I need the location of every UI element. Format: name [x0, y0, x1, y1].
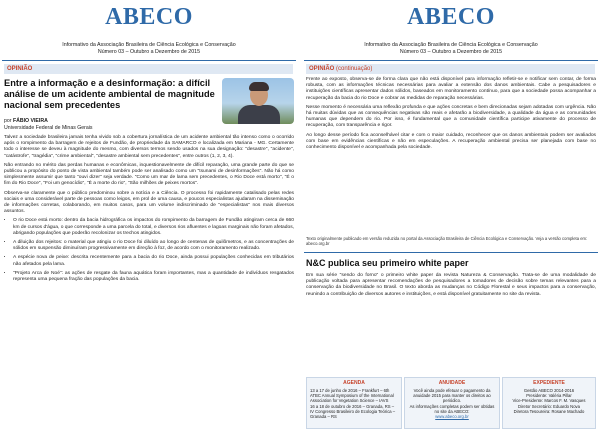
expediente-line: Presidente: Valéria Pillar: [526, 393, 572, 399]
expediente-line: Diretor Secretário: Eduardo Nova: [518, 403, 580, 409]
photo-hair: [249, 82, 269, 91]
agenda-title: AGENDA: [343, 380, 365, 386]
bullet-item: • A espécie nova de peixe: descrita recentemente para a bacia do rio Doce, ainda possui populações conhecidas em tributários não afetados pela lama.: [13, 255, 294, 267]
abeco-logo: [0, 4, 298, 31]
author-affiliation: Universidade Federal de Minas Gerais: [4, 125, 93, 131]
anuidade-title: ANUIDADE: [438, 380, 466, 386]
agenda-item: 13 a 17 de junho de 2016 – Frankfurt – 6th ATBC Annual Symposium of the International Association for Vegetation Science – IAVS: [310, 388, 394, 404]
expediente-line: Gestão ABECO 2014-2016: [523, 388, 575, 393]
paragraph: Ao longo desse período fica aconselhável citar e com o maior cuidado, reconhecer que os danos ambientais podem ser avaliados com base em evidências científicas e não em especulações. A recuperação ambiental precisa ser planejada com base no conhecimento disponível e acompanhada pela sociedade.: [306, 132, 596, 151]
info-boxes: [306, 377, 596, 429]
paragraph: Observa-se claramente que o público predominou sobre a notícia e a Ciência. O processo foi rapidamente catalisado pelas redes sociais e uma considerável parte de pessoas como leigos, em prol de uma causa, e poucos especialistas ajudaram na disseminação de informações corretas, colaborando, em muitos casos, para um volume indiscriminado de "especialistas" nos mais diversos assuntos.: [4, 190, 294, 215]
section-label: OPINIÃO: [309, 66, 335, 72]
anuidade-text: Você ainda pode efetuar o pagamento da anuidade 2015 para manter os direitos ao periódico.: [413, 388, 491, 404]
anuidade-text: As informações completas podem ser obtidas no site da ABECO:: [409, 403, 495, 414]
expediente-line: Diretora Tesoureira: Rosane Machado: [513, 408, 585, 414]
paragraph: Não entrando no mérito das perdas humanas e econômicas, inquestionavelmente de difícil reparação, uma grande parte do que se publicou a propósito do ponto de vista ambiental também pode ser analisado como um "tsunami de desinformações". Não há como simplesmente assumir que tanto "ouvi dizer" seja verdade. "Como um mar de lama sem precedentes, o Rio Doce está morto", "É o fim do Rio Doce", "Foi um genocídio", "É a morte do rio", "São milhões de peixes mortos".: [4, 162, 294, 187]
agenda-item: 16 a 18 de outubro de 2016 – Granada, RS – IV Congresso Brasileiro de Ecologia Teórica – Granada – RS: [310, 403, 396, 420]
bullet-item: • A diluição dos rejeitos: o material que atingiu o rio Doce foi diluído ao longo de centenas de quilômetros, e as concentrações de sólidos em suspensão diminuíram progressivamente em direção à foz, de acordo com o monitoramento realizado.: [13, 240, 294, 252]
white-paper-title: N&C publica seu primeiro white paper: [306, 258, 469, 268]
bullet-item: • O rio Doce está morto: dentro da bacia hidrográfica os impactos do rompimento da barragem de Fundão atingiram cerca de 660 km de cursos d'água, o que corresponde a uma parcela do total, e diversos rios afluentes e lagoas marginais não foram afetados, abrigando populações que poderão recolonizar os trechos atingidos.: [13, 218, 294, 237]
white-paper-text: [306, 273, 596, 301]
paragraph: Nesse momento é necessária uma reflexão profunda e que ações concretas e bem direcionadas sejam adotadas com urgência. Não há muitas dúvidas que as consequências negativas são reais e afetarão a biodiversidade, a qualidade da água e as comunidades humanas que dependem do rio. Por isso, é fundamental que a comunidade científica participe ativamente do processo de recuperação, com transparência e rigor.: [306, 104, 596, 129]
abeco-logo: [302, 4, 600, 31]
source-note: Texto originalmente publicado em versão reduzida no portal da Associação Brasileira de Ciência Ecológica e Conservação. Veja a versão completa em: abeco.org.br: [306, 236, 588, 247]
header-subtitle: Informativo da Associação Brasileira de Ciência Ecológica e Conservação: [364, 42, 538, 48]
right-column: [302, 0, 600, 433]
left-header: [0, 0, 298, 66]
header-issue: Número 03 – Outubro a Dezembro de 2015: [399, 49, 503, 55]
bullet-list: [4, 218, 294, 283]
agenda-box: [306, 377, 402, 429]
paragraph: Em sua série "sendo do forno" o primeiro white paper da revista Natureza & Conservação. Trata-se de uma modalidade de publicação voltada para apresentar recomendações de pesquisadores a tomadores de decisão sobre temas relevantes para a conservação da biodiversidade no Brasil. O texto aborda as mudanças no Código Florestal e seus impactos para a conservação, reunindo a contribuição de diversos autores e instituições, e está disponível gratuitamente no site da revista.: [306, 273, 596, 297]
author-block: [4, 118, 93, 132]
section-continuation: (continuação): [336, 66, 373, 72]
logo-text: ABECO: [407, 4, 495, 30]
author-prefix: por: [4, 118, 12, 124]
continued-body: [306, 77, 596, 154]
logo-text: ABECO: [105, 4, 193, 30]
paragraph: Frente ao exposto, observa-se de forma clara que não está disponível para informação refletir-se e notificar sem contar, de forma robusta, com as informações técnicas necessárias para avaliar a extensão dos danos ambientais. Cabe a pesquisadores e instituições científicas apresentar dados sólidos, baseados em monitoramento contínuo, para que a sociedade possa acompanhar a recuperação da bacia do rio Doce e cobrar as medidas de reparação necessárias.: [306, 77, 596, 101]
photo-body: [238, 105, 280, 124]
author-name: FÁBIO VIEIRA: [12, 118, 48, 124]
anuidade-box: [404, 377, 500, 429]
header-issue: Número 03 – Outubro a Dezembro de 2015: [97, 49, 201, 55]
author-photo: [222, 78, 294, 124]
section-tag-opiniao-cont: [306, 64, 595, 74]
paragraph: Talvez a sociedade brasileira jamais tenha vivido sob a cobertura jornalística de um acidente ambiental tão intenso como o ocorrido após o rompimento da barragem de rejeitos de Fundão, de propriedade da SAMARCO e localizada em Mariana - MG. Certamente todo o interesse se deveu à magnitude do mesmo, com diversos termos sendo usados na sua designação: "desastre", "acidente", "catástrofe", "tragédia", "crime ambiental", "desastre ambiental sem precedentes", entre outros (1, 2, 3, 4).: [4, 135, 294, 159]
article-title: Entre a informação e a desinformação: a difícil análise de um acidente ambiental de magnitude nacional sem precedentes: [4, 78, 215, 110]
header-rule: [304, 60, 598, 61]
expediente-line: Vice-Presidente: Marcos F. M. Vasques: [512, 398, 586, 404]
expediente-title: EXPEDIENTE: [533, 380, 565, 386]
right-header: [302, 0, 600, 66]
article-body: [4, 135, 294, 286]
section-divider: [304, 252, 598, 253]
header-rule: [2, 60, 296, 61]
section-tag-opiniao: [4, 64, 293, 74]
bullet-item: • "Projeto Arca de Noé": as ações de resgate da fauna aquática foram importantes, mas a quantidade de indivíduos resgatados representa uma pequena fração das populações da bacia.: [13, 271, 294, 283]
left-column: [0, 0, 298, 433]
section-label: OPINIÃO: [7, 66, 33, 72]
header-subtitle: Informativo da Associação Brasileira de Ciência Ecológica e Conservação: [62, 42, 236, 48]
abeco-link[interactable]: www.abeco.org.br: [435, 414, 469, 420]
expediente-box: [502, 377, 596, 429]
